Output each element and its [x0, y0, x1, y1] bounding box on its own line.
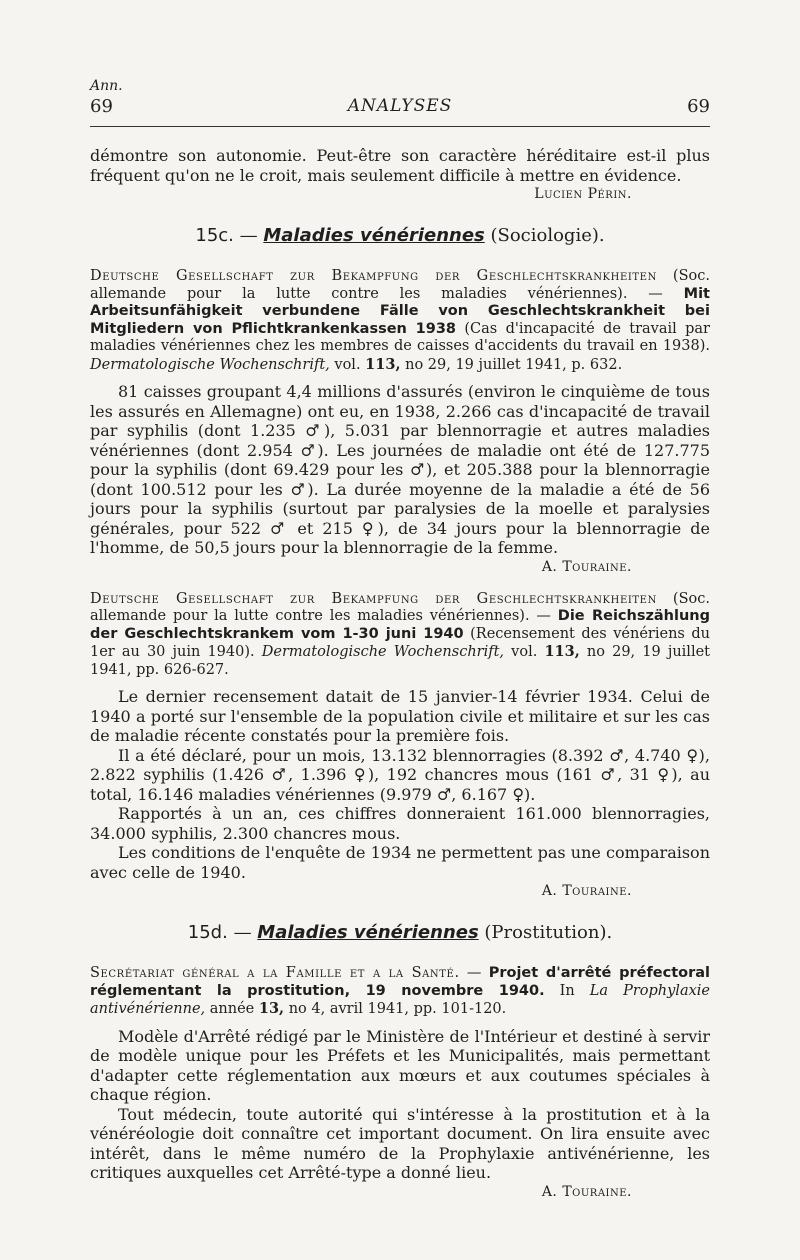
section-15d-heading: 15d. — Maladies vénériennes (Prostitution). — [187, 922, 613, 943]
page-number-right: 69 — [687, 96, 710, 117]
entry2-paragraph-3: Rapportés à un an, ces chiffres donneraient 161.000 blennorragies, 34.000 syphilis, 2.300 chancres mous. — [90, 804, 710, 843]
entry3-signature: A. Touraine. — [541, 1183, 632, 1200]
entry3-paragraph-2: Tout médecin, toute autorité qui s'intéresse à la prostitution et à la vénéréologie doit connaître cet important document. On lira ensuite avec intérêt, dans le même numéro de la Prophylaxie antivénérienne, les critiques auxquelles cet Arrêté-type a donné lieu. — [90, 1104, 710, 1182]
section-15d-title: Maladies vénériennes — [257, 922, 479, 943]
entry3-paragraph-1: Modèle d'Arrêté rédigé par le Ministère de l'Intérieur et destiné à servir de modèle unique pour les Préfets et les Municipalités, mais permettant d'adapter cette réglementation aux mœurs et aux coutumes spéciales à chaque région. — [90, 1026, 710, 1104]
entry1-organization: Deutsche Gesellschaft zur Bekampfung der Geschlechtskrankheiten — [90, 268, 657, 284]
page — [90, 78, 710, 1202]
entry2-journal: Dermatologische Wochenschrift, — [261, 644, 505, 660]
section-15c-heading: 15c. — Maladies vénériennes (Sociologie). — [195, 225, 605, 246]
entry1-body: 81 caisses groupant 4,4 millions d'assurés (environ le cinquième de tous les assurés en Allemagne) ont eu, en 1938, 2.266 cas d'incapacité de travail par syphilis (dont 1.235 ♂), 5.031 par blennorragie et autres maladies vénériennes (dont 2.954 ♂). Les journées de maladie ont été de 127.775 pour la syphilis (dont 69.429 pour les ♂), et 205.388 pour la blennorragie (dont 100.512 pour les ♂). La durée moyenne de la maladie a été de 56 jours pour la syphilis (surtout par paralysies de la moelle et paralysies générales, pour 522 ♂ et 215 ♀), de 34 jours pour la blennorragie de l'homme, de 50,5 jours pour la blennorragie de la femme. — [90, 382, 710, 557]
entry2-paragraph-4: Les conditions de l'enquête de 1934 ne permettent pas une comparaison avec celle de 1940. — [90, 843, 710, 882]
running-header — [90, 78, 710, 128]
entry1-citation: Deutsche Gesellschaft zur Bekampfung der Geschlechtskrankheiten (Soc. allemande pour la lutte contre les maladies vénériennes). — Mit Arbeitsunfähigkeit verbundene Fälle von Geschlechtskrankheit bei Mitgliedern von Pflichtkrankenkassen 1938 (Cas d'incapacité de travail par maladies vénériennes chez les membres de caisses d'accidents du travail en 1938). Dermatologische Wochenschrift, vol. 113, no 29, 19 juillet 1941, p. 632. — [90, 268, 710, 373]
entry2-citation: Deutsche Gesellschaft zur Bekampfung der Geschlechtskrankheiten (Soc. allemande pour la lutte contre les maladies vénériennes). — Die Reichszählung der Geschlechtskrankem vom 1-30 juni 1940 (Recensement des vénériens du 1er au 30 juin 1940). Dermatologische Wochenschrift, vol. 113, no 29, 19 juillet 1941, pp. 626-627. — [90, 590, 711, 678]
page-number-left: 69 — [90, 96, 113, 117]
entry3-journal: La Prophylaxie antivénérienne, — [90, 982, 710, 1017]
intro-signature: Lucien Périn. — [534, 186, 632, 202]
header-rule — [90, 126, 710, 127]
entry1-signature: A. Touraine. — [541, 558, 632, 575]
entry2-title: Die Reichszählung der Geschlechtskrankem vom 1-30 juni 1940 — [90, 608, 711, 642]
entry1-title: Mit Arbeitsunfähigkeit verbundene Fälle von Geschlechtskrankheit bei Mitgliedern von Pflichtkrankenkassen 1938 — [90, 285, 710, 337]
entry2-paragraph-2: Il a été déclaré, pour un mois, 13.132 blennorragies (8.392 ♂, 4.740 ♀), 2.822 syphilis (1.426 ♂, 1.396 ♀), 192 chancres mous (161 ♂, 31 ♀), au total, 16.146 maladies vénériennes (9.979 ♂, 6.167 ♀). — [90, 745, 710, 804]
section-15c-title: Maladies vénériennes — [263, 225, 485, 246]
intro-paragraph: démontre son autonomie. Peut-être son caractère héréditaire est-il plus fréquent qu'on ne le croit, mais seulement difficile à mettre en évidence. — [90, 146, 710, 185]
entry2-paragraph-1: Le dernier recensement datait de 15 janvier-14 février 1934. Celui de 1940 a porté sur l'ensemble de la population civile et militaire et sur les cas de maladie récente constatés pour la première fois. — [90, 687, 710, 745]
entry2-signature: A. Touraine. — [541, 883, 632, 899]
header-small-label: Ann. — [90, 78, 123, 94]
entry3-title: Projet d'arrêté préfectoral réglementant la prostitution, 19 novembre 1940. — [90, 965, 711, 999]
entry1-journal: Dermatologische Wochenschrift, — [90, 356, 330, 373]
entry3-organization: Secrétariat général a la Famille et a la Santé. — [90, 965, 460, 981]
entry2-organization: Deutsche Gesellschaft zur Bekampfung der Geschlechtskrankheiten — [90, 590, 657, 607]
entry3-citation: Secrétariat général a la Famille et a la Santé. — Projet d'arrêté préfectoral réglementant la prostitution, 19 novembre 1940. In La Prophylaxie antivénérienne, année 13, no 4, avril 1941, pp. 101-120. — [90, 965, 711, 1017]
running-title: ANALYSES — [347, 96, 453, 116]
